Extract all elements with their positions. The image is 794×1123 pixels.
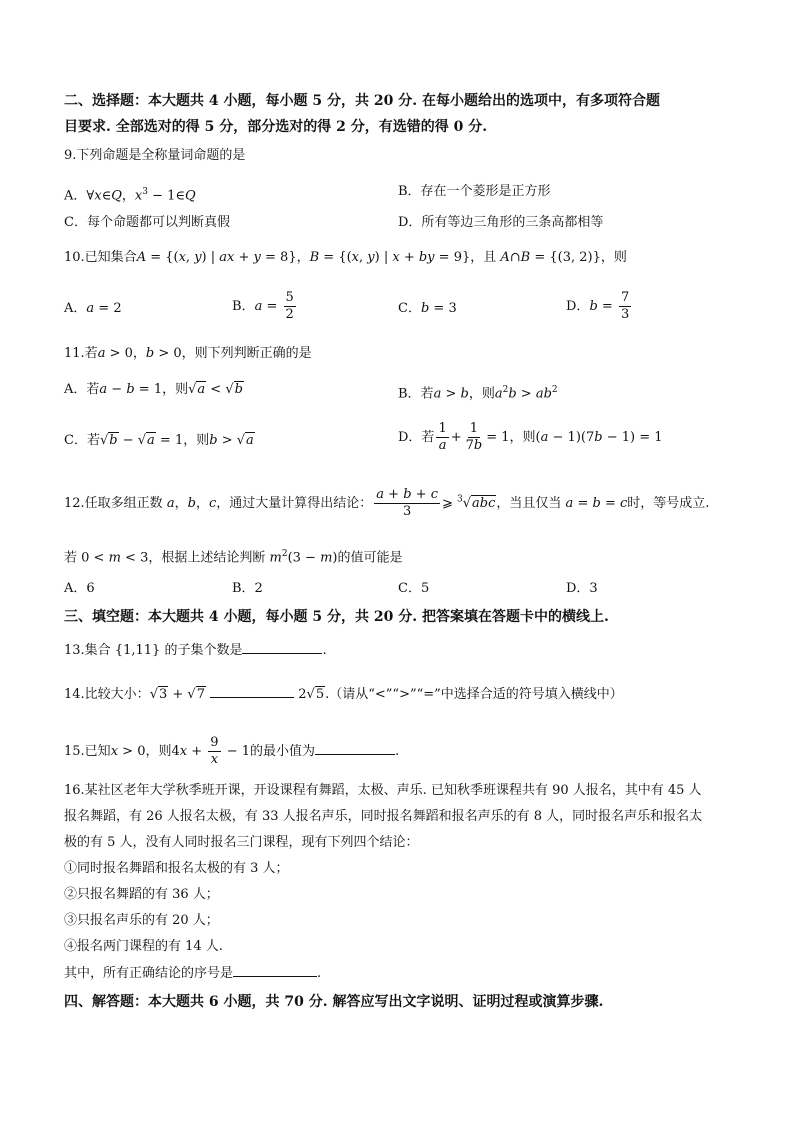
q12-option-c: C．5 (398, 581, 430, 596)
q12-option-d: D．3 (566, 581, 598, 596)
q16-conclusion-1: ①同时报名舞蹈和报名太极的有 3 人； (64, 861, 289, 876)
q16-answer-blank[interactable] (233, 964, 317, 977)
q16-conclusion-3: ③只报名声乐的有 20 人； (64, 913, 219, 928)
q16-conclusion-2: ②只报名舞蹈的有 36 人； (64, 887, 219, 902)
q11-c-prefix: C．若 (64, 433, 100, 448)
q12-line1-prefix: 12.任取多组正数 (64, 496, 163, 511)
q12-line1: 12.任取多组正数 a，b，c，通过大量计算得出结论： $\frac{a + b + c}{3}$ ⩾ $^3$√abc，当且仅当 a = b = c时，等号成立. (64, 487, 710, 519)
q11-option-b: B．若a > b，则$a^2b > ab^2$ (398, 385, 558, 402)
q12-line2-tail: 的值可能是 (337, 550, 403, 566)
q9-option-a: A．∀x∈Q，$x^3$ − 1∈Q (64, 187, 196, 204)
q9-option-d: D．所有等边三角形的三条高都相等 (398, 215, 604, 230)
q10-stem: 10.已知集合A = {(x, y) | ax + y = 8}，B = {(x, y) | x + by = 9}，且 A∩B = {(3, 2)}，则 (64, 250, 627, 265)
section-3-title: 三、填空题：本大题共 4 小题，每小题 5 分，共 20 分. 把答案填在答题卡中的横线上. (64, 609, 609, 625)
q13-answer-blank[interactable] (242, 641, 322, 654)
q10-option-c: C．b = 3 (398, 301, 457, 316)
q11-stem: 11.若a > 0，b > 0，则下列判断正确的是 (64, 346, 312, 361)
q16-ask-text: 其中，所有正确结论的序号是 (64, 966, 234, 981)
q15-prefix: 15.已知 (64, 744, 111, 759)
q14: 14.比较大小：√3 + √7 2√5.（请从“<”“>”“=”中选择合适的符号填入横线中） (64, 687, 623, 702)
q16-line3: 极的有 5 人，没有人同时报名三门课程，现有下列四个结论： (64, 835, 419, 850)
q13-set: {1,11} (114, 643, 161, 658)
q15: 15.已知x > 0，则4x + $\frac{9}{x}$ − 1的最小值为 . (64, 735, 400, 767)
q10-b-label: B． (232, 299, 255, 314)
section-2-title-line2: 目要求. 全部选对的得 5 分，部分选对的得 2 分，有选错的得 0 分. (64, 119, 488, 135)
q11-d-mid: ，则 (509, 430, 536, 445)
q11-stem-prefix: 11.若 (64, 346, 98, 361)
q12-line2-prefix: 若 (64, 550, 78, 566)
q16-ask (64, 964, 321, 983)
q13-end: . (322, 643, 327, 658)
q11-a-prefix: A．若 (64, 382, 100, 397)
q11-b-mid: ，则 (468, 386, 495, 402)
q12-option-a: A．6 (64, 581, 95, 596)
q11-option-c: C．若√b − √a = 1，则b > √a (64, 433, 254, 448)
q10-d-label: D． (566, 299, 590, 314)
q15-end: . (395, 744, 400, 759)
q10-c-label: C． (398, 301, 421, 316)
q15-tail: 的最小值为 (250, 744, 316, 759)
q13-tail: 的子集个数是 (164, 643, 243, 658)
q9-option-b: B．存在一个菱形是正方形 (398, 184, 551, 199)
q15-answer-blank[interactable] (315, 742, 395, 755)
q16-end: . (317, 966, 322, 981)
q12-line2: 若 0 < m < 3，根据上述结论判断 $m^2(3 - m)$的值可能是 (64, 549, 403, 566)
q9-option-c: C．每个命题都可以判断真假 (64, 215, 230, 230)
q15-mid: ，则 (145, 744, 172, 759)
q10-option-d: D．b = $\frac{7}{3}$ (566, 290, 630, 322)
q11-option-d: D．若 $\frac{1}{a}$ + $\frac{1}{7b}$ = 1，则(a − 1)(7b − 1) = 1 (398, 421, 663, 453)
q11-option-a: A．若a − b = 1，则√a < √b (64, 382, 243, 397)
q9-a-label: A． (64, 188, 87, 204)
q11-a-mid: ，则 (162, 382, 189, 397)
q10-stem-prefix: 10.已知集合 (64, 250, 137, 265)
q12-option-b: B．2 (232, 581, 263, 596)
q11-b-prefix: B．若 (398, 386, 434, 402)
q16-conclusion-4: ④报名两门课程的有 14 人. (64, 939, 223, 954)
q12-line1-tail: ，当且仅当 (496, 496, 562, 511)
q10-option-a: A．a = 2 (64, 301, 122, 316)
q11-d-prefix: D．若 (398, 430, 435, 445)
q16-line1: 16.某社区老年大学秋季班开课，开设课程有舞蹈，太极、声乐. 已知秋季班课程共有 90 人报名，其中有 45 人 (64, 783, 702, 798)
q11-c-mid: ，则 (183, 433, 210, 448)
section-2-title-line1: 二、选择题：本大题共 4 小题，每小题 5 分，共 20 分. 在每小题给出的选项中，有多项符合题 (64, 93, 660, 109)
q16-line2: 报名舞蹈，有 26 人报名太极，有 33 人报名声乐，同时报名舞蹈和报名声乐的有 8 人，同时报名声乐和报名太 (64, 809, 703, 824)
q11-stem-tail: ，则下列判断正确的是 (181, 346, 312, 361)
q12-line1-end: 时，等号成立. (627, 496, 710, 511)
q14-prefix: 14.比较大小： (64, 687, 150, 702)
q10-option-b: B．a = $\frac{5}{2}$ (232, 290, 294, 322)
q10-a-label: A． (64, 301, 87, 316)
q12-line2-mid: ，根据上述结论判断 (148, 550, 266, 566)
q14-tail: .（请从“<”“>”“=”中选择合适的符号填入横线中） (325, 687, 623, 702)
q13 (64, 641, 327, 660)
section-4-title: 四、解答题：本大题共 6 小题，共 70 分. 解答应写出文字说明、证明过程或演算步骤. (64, 994, 604, 1010)
q12-line1-mid: ，通过大量计算得出结论： (216, 496, 373, 511)
q10-stem-tail: ，则 (600, 250, 627, 265)
q14-answer-blank[interactable] (210, 685, 294, 698)
q13-prefix: 13.集合 (64, 643, 111, 658)
q9-stem: 9.下列命题是全称量词命题的是 (64, 148, 246, 163)
